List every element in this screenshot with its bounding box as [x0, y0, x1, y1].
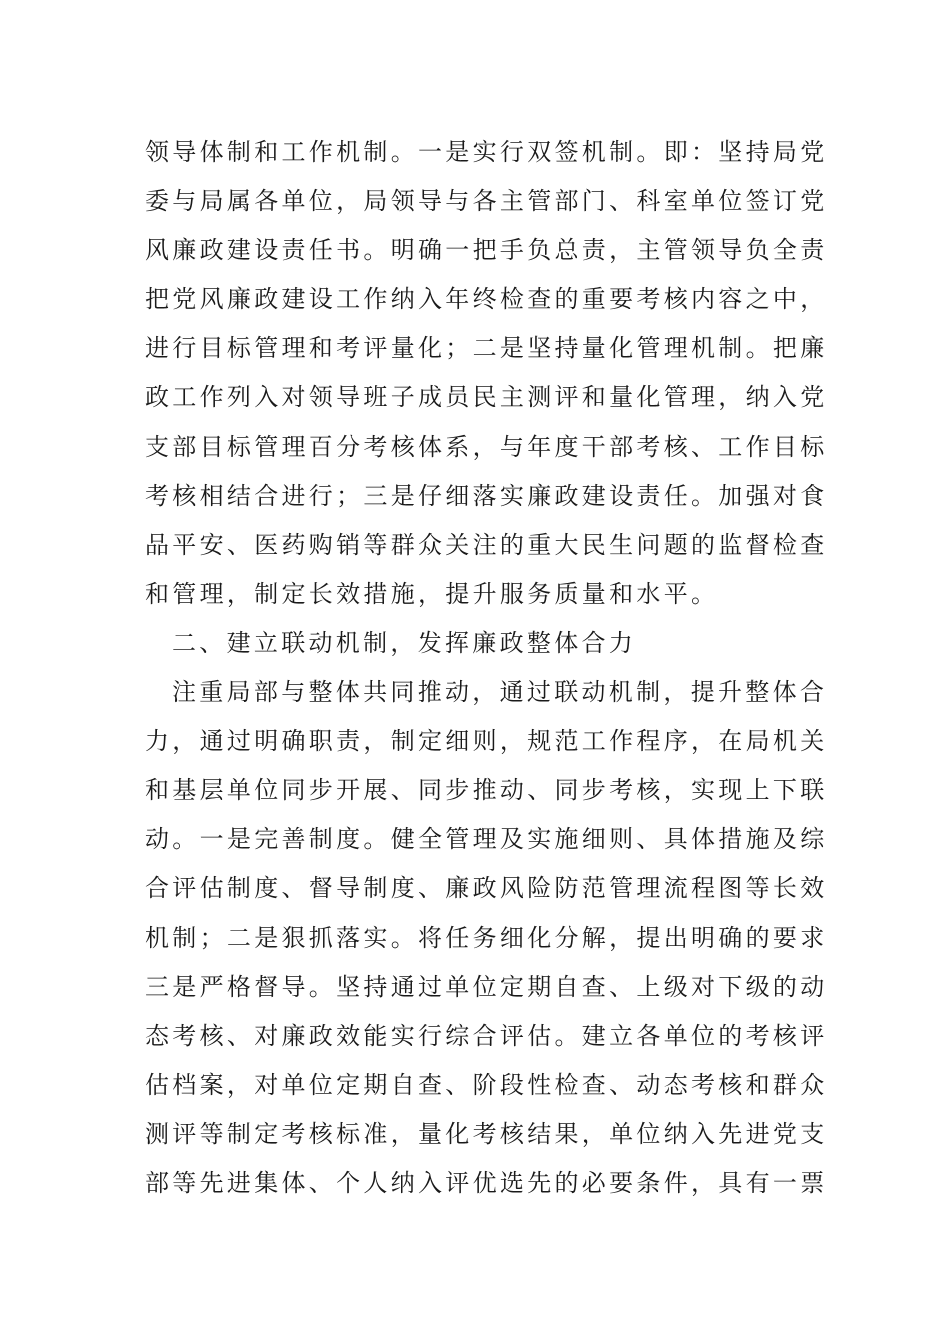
- text-line: 委与局属各单位，局领导与各主管部门、科室单位签订党: [145, 187, 828, 216]
- text-line: 进行目标管理和考评量化；二是坚持量化管理机制。把廉: [145, 334, 828, 363]
- text-line: 机制；二是狠抓落实。将任务细化分解，提出明确的要求: [145, 923, 828, 952]
- text-line: 合评估制度、督导制度、廉政风险防范管理流程图等长效: [145, 874, 828, 903]
- text-line: 和基层单位同步开展、同步推动、同步考核，实现上下联: [145, 776, 828, 805]
- text-line: 注重局部与整体共同推动，通过联动机制，提升整体合: [172, 678, 828, 707]
- text-line: 支部目标管理百分考核体系，与年度干部考核、工作目标: [145, 432, 828, 461]
- text-line: 态考核、对廉政效能实行综合评估。建立各单位的考核评: [145, 1021, 828, 1050]
- text-line: 和管理，制定长效措施，提升服务质量和水平。: [145, 579, 719, 608]
- text-line: 力，通过明确职责，制定细则，规范工作程序，在局机关: [145, 727, 828, 756]
- text-line: 部等先进集体、个人纳入评优选先的必要条件，具有一票: [145, 1168, 828, 1197]
- text-line: 三是严格督导。坚持通过单位定期自查、上级对下级的动: [145, 972, 828, 1001]
- text-line: 动。一是完善制度。健全管理及实施细则、具体措施及综: [145, 825, 828, 854]
- text-line: 风廉政建设责任书。明确一把手负总责，主管领导负全责: [145, 236, 828, 265]
- text-line: 考核相结合进行；三是仔细落实廉政建设责任。加强对食: [145, 481, 828, 510]
- text-line: 领导体制和工作机制。一是实行双签机制。即：坚持局党: [145, 138, 828, 166]
- text-line: 测评等制定考核标准，量化考核结果，单位纳入先进党支: [145, 1119, 828, 1148]
- text-line: 估档案，对单位定期自查、阶段性检查、动态考核和群众: [145, 1070, 828, 1099]
- text-line: 把党风廉政建设工作纳入年终检查的重要考核内容之中，: [145, 285, 828, 314]
- section-heading: 二、建立联动机制，发挥廉政整体合力: [172, 628, 637, 657]
- body-text: [145, 128, 828, 1208]
- text-line: 品平安、医药购销等群众关注的重大民生问题的监督检查: [145, 530, 828, 559]
- text-line: 政工作列入对领导班子成员民主测评和量化管理，纳入党: [145, 383, 828, 412]
